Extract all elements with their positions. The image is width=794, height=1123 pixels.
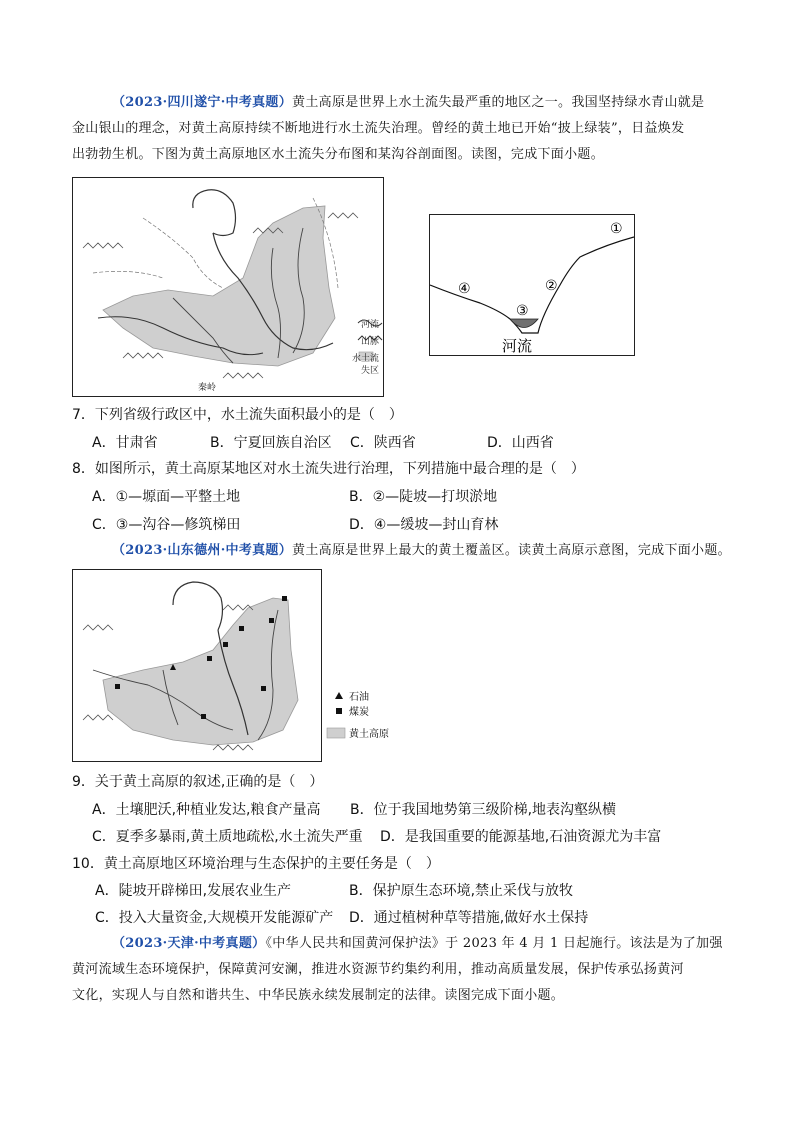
- legend-coal-label: 煤炭: [349, 707, 369, 718]
- profile-figure: [430, 215, 634, 355]
- q10-option-b[interactable]: B．保护原生态环境,禁止采伐与放牧: [349, 883, 574, 899]
- passage-1: [72, 90, 732, 168]
- q9-option-a[interactable]: A．土壤肥沃,种植业发达,粮食产量高: [92, 802, 321, 818]
- passage-text: 黄河流域生态环境保护，保障黄河安澜，推进水资源节约集约利用，推动高质量发展，保护传承弘扬黄河: [72, 962, 684, 977]
- question-9-stem: 9．关于黄土高原的叙述,正确的是（ ）: [72, 774, 324, 790]
- q8-option-c[interactable]: C．③—沟谷—修筑梯田: [92, 517, 241, 533]
- mark-4: ④: [458, 281, 471, 297]
- question-7-stem: 7．下列省级行政区中，水土流失面积最小的是（ ）: [72, 407, 403, 423]
- q8-option-d[interactable]: D．④—缓坡—封山育林: [349, 517, 499, 533]
- q10-option-a[interactable]: A．陡坡开辟梯田,发展农业生产: [95, 883, 292, 899]
- passage-text: 文化，实现人与自然和谐共生、中华民族永续发展制定的法律。读图完成下面小题。: [72, 988, 565, 1003]
- legend-erosion-label: 失区: [360, 366, 379, 376]
- mark-1: ①: [610, 221, 623, 237]
- q8-option-b[interactable]: B．②—陡坡—打坝淤地: [349, 489, 498, 505]
- erosion-map-figure: [73, 178, 383, 396]
- mark-3: ③: [516, 303, 529, 319]
- legend-river-label: 河流: [360, 320, 379, 330]
- legend-mountain-label: 山脉: [360, 337, 379, 347]
- plateau-map-legend: [325, 688, 415, 748]
- question-10-stem: 10．黄土高原地区环境治理与生态保护的主要任务是（ ）: [72, 856, 440, 872]
- plateau-map-figure: [73, 570, 321, 761]
- question-8-stem: 8．如图所示，黄土高原某地区对水土流失进行治理，下列措施中最合理的是（ ）: [72, 461, 585, 477]
- passage-text: 《中华人民共和国黄河保护法》于 2023 年 4 月 1 日起施行。该法是为了加强: [265, 936, 723, 951]
- source-label: （2023·天津·中考真题）: [112, 936, 266, 951]
- q9-option-d[interactable]: D．是我国重要的能源基地,石油资源尤为丰富: [380, 829, 662, 845]
- legend-erosion-label: 水土流: [351, 354, 379, 364]
- valley-profile: [429, 214, 635, 356]
- q7-option-c[interactable]: C．陕西省: [350, 435, 416, 451]
- q7-option-b[interactable]: B．宁夏回族自治区: [210, 435, 332, 451]
- q10-option-c[interactable]: C．投入大量资金,大规模开发能源矿产: [95, 910, 334, 926]
- q9-option-b[interactable]: B．位于我国地势第三级阶梯,地表沟壑纵横: [350, 802, 617, 818]
- legend-symbols: [325, 688, 415, 748]
- q7-option-a[interactable]: A．甘肃省: [92, 435, 158, 451]
- qinling-label: 秦岭: [198, 383, 217, 393]
- passage-text: 金山银山的理念，对黄土高原持续不断地进行水土流失治理。曾经的黄土地已开始“披上绿装”，日益焕发: [72, 121, 685, 136]
- q7-option-d[interactable]: D．山西省: [487, 435, 554, 451]
- river-label: 河流: [502, 337, 533, 355]
- q10-option-d[interactable]: D．通过植树种草等措施,做好水土保持: [349, 910, 589, 926]
- mark-2: ②: [545, 278, 558, 294]
- q9-option-c[interactable]: C．夏季多暴雨,黄土质地疏松,水土流失严重: [92, 829, 363, 845]
- legend-oil-label: 石油: [349, 692, 369, 703]
- passage-text: 黄土高原是世界上水土流失最严重的地区之一。我国坚持绿水青山就是: [292, 95, 705, 110]
- passage-3: [72, 931, 732, 1009]
- loess-erosion-map: [72, 177, 384, 397]
- source-label: （2023·山东德州·中考真题）: [112, 543, 293, 558]
- q8-option-a[interactable]: A．①—塬面—平整土地: [92, 489, 241, 505]
- passage-text: 黄土高原是世界上最大的黄土覆盖区。读黄土高原示意图，完成下面小题。: [292, 543, 731, 558]
- passage-2: [112, 538, 731, 564]
- loess-plateau-map: [72, 569, 322, 762]
- source-label: （2023·四川遂宁·中考真题）: [112, 95, 293, 110]
- legend-plateau-label: 黄土高原: [349, 729, 389, 740]
- passage-text: 出勃勃生机。下图为黄土高原地区水土流失分布图和某沟谷剖面图。读图，完成下面小题。: [72, 147, 605, 162]
